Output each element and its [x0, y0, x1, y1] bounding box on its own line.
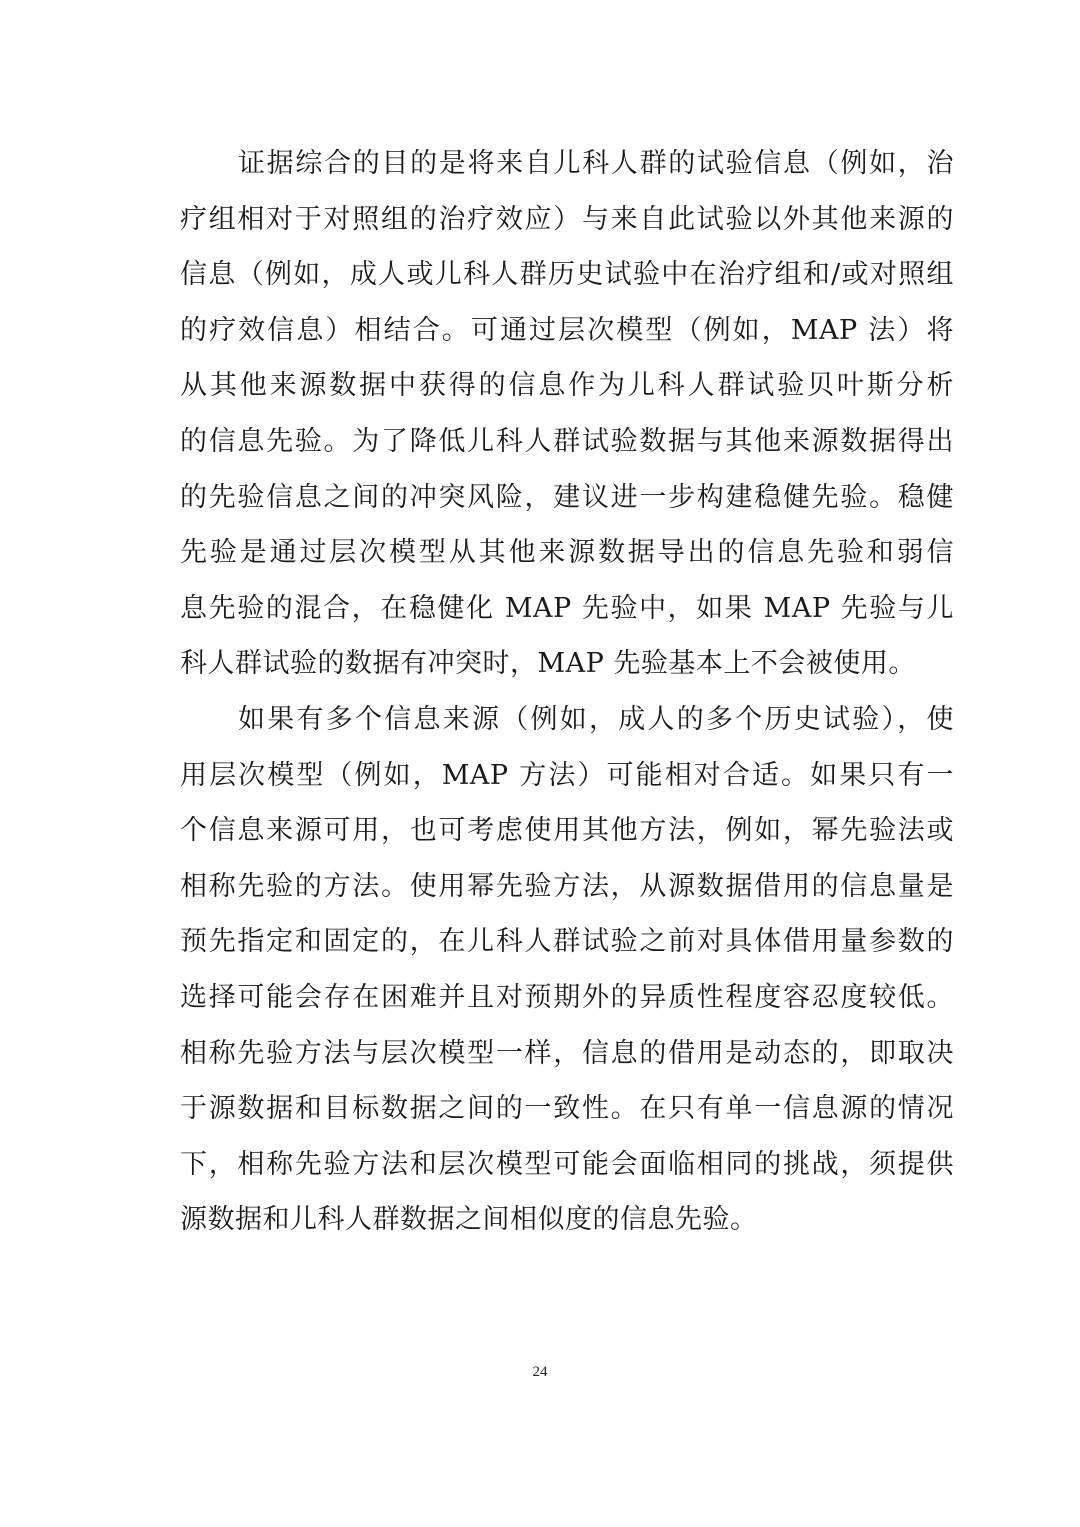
text-line: 科人群试验的数据有冲突时，MAP 先验基本上不会被使用。 — [180, 648, 916, 680]
text-line: 源数据和儿科人群数据之间相似度的信息先验。 — [180, 1204, 758, 1236]
text-line: 如果有多个信息来源（例如，成人的多个历史试验），使 — [238, 703, 954, 735]
paragraph-1 — [180, 136, 954, 692]
text-line: 下，相称先验方法和层次模型可能会面临相同的挑战，须提供 — [180, 1148, 954, 1180]
text-line: 证据综合的目的是将来自儿科人群的试验信息（例如，治 — [238, 148, 954, 179]
text-line: 的信息先验。为了降低儿科人群试验数据与其他来源数据得出 — [180, 425, 954, 457]
text-line: 息先验的混合，在稳健化 MAP 先验中，如果 MAP 先验与儿 — [180, 592, 954, 624]
text-line: 预先指定和固定的，在儿科人群试验之前对具体借用量参数的 — [180, 926, 954, 958]
text-line: 用层次模型（例如，MAP 方法）可能相对合适。如果只有一 — [180, 759, 954, 791]
text-line: 从其他来源数据中获得的信息作为儿科人群试验贝叶斯分析 — [180, 370, 954, 402]
text-line: 信息（例如，成人或儿科人群历史试验中在治疗组和/或对照组 — [180, 259, 954, 291]
page-number: 24 — [532, 1364, 548, 1380]
text-line: 的疗效信息）相结合。可通过层次模型（例如，MAP 法）将 — [180, 314, 954, 346]
text-line: 于源数据和目标数据之间的一致性。在只有单一信息源的情况 — [180, 1093, 954, 1125]
text-line: 相称先验方法与层次模型一样，信息的借用是动态的，即取决 — [180, 1037, 954, 1069]
text-line: 疗组相对于对照组的治疗效应）与来自此试验以外其他来源的 — [180, 203, 954, 235]
text-line: 相称先验的方法。使用幂先验方法，从源数据借用的信息量是 — [180, 870, 954, 902]
text-line: 个信息来源可用，也可考虑使用其他方法，例如，幂先验法或 — [180, 815, 954, 847]
text-line: 先验是通过层次模型从其他来源数据导出的信息先验和弱信 — [180, 537, 954, 569]
body-text — [180, 136, 954, 1248]
text-line: 的先验信息之间的冲突风险，建议进一步构建稳健先验。稳健 — [180, 481, 954, 513]
paragraph-2 — [180, 692, 954, 1248]
text-line: 选择可能会存在困难并且对预期外的异质性程度容忍度较低。 — [180, 981, 954, 1013]
